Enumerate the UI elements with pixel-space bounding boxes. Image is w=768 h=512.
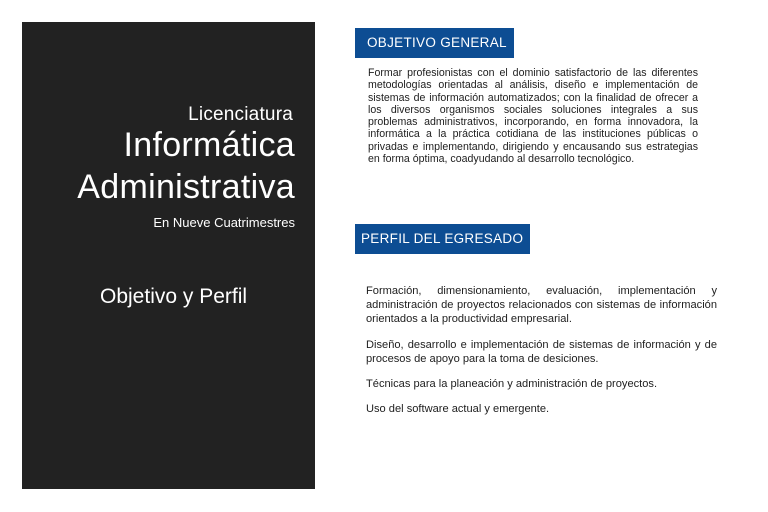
perfil-item: Diseño, desarrollo e implementación de sistemas de información y de procesos de apoyo para la toma de desiciones. (366, 338, 717, 365)
perfil-heading: PERFIL DEL EGRESADO (355, 224, 530, 254)
degree-prefix: Licenciatura (188, 104, 293, 125)
section-title: Objetivo y Perfil (100, 285, 248, 308)
cover-panel (22, 22, 315, 489)
objetivo-text: Formar profesionistas con el dominio satisfactorio de las diferentes metodologías orientadas al análisis, diseño e implementación de sistemas de información automatizados; con la finalidad de ofrecer a los diversos organismos sociales soluciones integrales a sus problemas administrativos, incorporando, en forma innovadora, la informática a la práctica cotidiana de las instituciones públicas o privadas e implementando, dirigiendo y encausando sus estrategias en forma óptima, coadyudando al desarrollo tecnológico. (368, 67, 698, 166)
perfil-item: Formación, dimensionamiento, evaluación, implementación y administración de proyectos relacionados con sistemas de información orientados a la productividad empresarial. (366, 285, 717, 326)
objetivo-heading: OBJETIVO GENERAL (355, 28, 514, 58)
perfil-item: Técnicas para la planeación y administración de proyectos. (366, 378, 658, 391)
program-title-line1: Informática (123, 126, 295, 164)
program-duration: En Nueve Cuatrimestres (153, 215, 295, 230)
perfil-list (366, 284, 717, 427)
perfil-item: Uso del software actual y emergente. (366, 403, 550, 416)
program-title-line2: Administrativa (77, 168, 295, 206)
